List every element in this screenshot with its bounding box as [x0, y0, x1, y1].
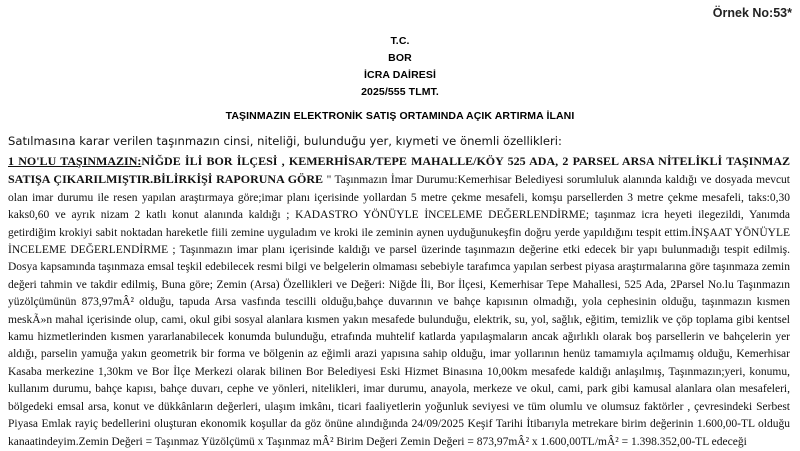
property-label: 1 NO'LU TAŞINMAZIN:	[8, 154, 142, 168]
intro-text: Satılmasına karar verilen taşınmazın cinsi, niteliği, bulunduğu yer, kıymeti ve önemli özellikleri:	[8, 134, 562, 148]
header-tc: T.C.	[390, 35, 410, 47]
sample-number: Örnek No:53*	[712, 6, 792, 20]
property-description	[8, 153, 790, 451]
notice-title: TAŞINMAZIN ELEKTRONİK SATIŞ ORTAMINDA AÇIK ARTIRMA İLANI	[225, 110, 575, 122]
property-heading: NİĞDE İLİ BOR İLÇESİ , KEMERHİSAR/TEPE MAHALLE/KÖY 525 ADA, 2 PARSEL ARSA NİTELİKLİ TAŞINMAZ SATIŞA ÇIKARILMIŞTIR.BİLİRKİŞİ RAPORUNA GÖRE	[8, 154, 790, 187]
header-file-number: 2025/555 TLMT.	[361, 86, 439, 98]
header-office: İCRA DAİRESİ	[364, 69, 436, 81]
header-city: BOR	[388, 52, 412, 64]
property-details: " Taşınmazın İmar Durumu:Kemerhisar Belediyesi sorumluluk alanında kaldığı ve dosyada mevcut olan imar durumu ile resen yapılan araştırmaya göre;imar planı içerisinde yollardan 5 metre çekme mesafeli, komşu parsellerden 3 metre çekme mesafeli, taks:0,30 kaks0,60 ve ayrık nizam 2 katlı konut alanında kaldığı ; KADASTRO YÖNÜYLE İNCELEME DEĞERLENDİRME; taşınmaz icra heyeti ilegezildi, Yanımda getirdiğim krokiyi sabit noktadan hareketle fiili zemine uyguladım ve kroki ile zeminin aynen uyduğunukeşfin doğru yerde yapıldığını tespit ettim.İNŞAAT YÖNÜYLE İNCELEME DEĞERLENDİRME ; Taşınmazın imar planı içerisinde kaldığı ve parsel üzerinde taşınmazın değerine etki edecek bir yapı bulunmadığı tespit edilmiş. Dosya kapsamında taşınmaza emsal teşkil edebilecek resmi bilgi ve belgelerin olmaması sebebiyle tarafımca yapılan serbest piyasa araştırmalarına göre taşınmaza zemin değeri tahmin ve takdir edilmiş, Buna göre; Zemin (Arsa) Özellikleri ve Değeri: Niğde İli, Bor İlçesi, Kemerhisar Tepe Mahallesi, 525 Ada, 2Parsel No.lu Taşınmazın yüzölçümünün 873,97mÂ² olduğu, tapuda Arsa vasfında tescilli olduğu,bahçe duvarının ve bahçe kapısının olmadığı, yola cephesinin olduğu, taşınmazın kısmen meskÃ»n mahal içerisinde olup, cami, okul gibi sosyal alanlara kısmen yakın mesafede bulunduğu, elektrik, su, yol, sağlık, eğitim, temizlik ve çöp toplama gibi kentsel kamu hizmetlerinden kısmen yararlanabilecek konumda bulunduğu, etrafında muhtelif katlarda yapılaşmaların ancak ağırlıklı olarak boş parsellerin ve bahçelerin yer aldığı, parselin yamuğa yakın geometrik bir forma ve bölgenin az eğimli arazi yapısına sahip olduğu, imar yollarının henüz tamamıyla açılmamış olduğu, Kemerhisar Kasaba merkezine 1,30km ve Bor İlçe Merkezi olarak bilinen Bor Belediyesi Eski Hizmet Binasına 10,00km mesafede kaldığı anlaşılmış, Taşınmazın;yeri, konumu, kullanım durumu, bahçe kapısı, bahçe duvarı, cephe ve yönleri, nitelikleri, imar durumu, anayola, merkeze ve okul, cami, park gibi kamusal alanlara olan mesafeleri, bölgedeki emsal arsa, konut ve dükkânların değerleri, ulaşım imkânı, ticari faaliyetlerin yoğunluk seviyesi ve tüm olumlu ve olumsuz faktörler , çevresindeki Serbest Piyasa Emlak rayiç bedellerini oluşturan ekonomik koşullar da göz önüne alındığında 24/09/2025 Keşif Tarihi İtibarıyla metrekare birim değerinin 1.600,00-TL olduğu kanaatindeyim.Zemin Değeri = Taşınmaz Yüzölçümü x Taşınmaz mÂ² Birim Değeri Zemin Değeri = 873,97mÂ² x 1.600,00TL/mÂ² = 1.398.352,00-TL edeceği	[8, 174, 790, 448]
